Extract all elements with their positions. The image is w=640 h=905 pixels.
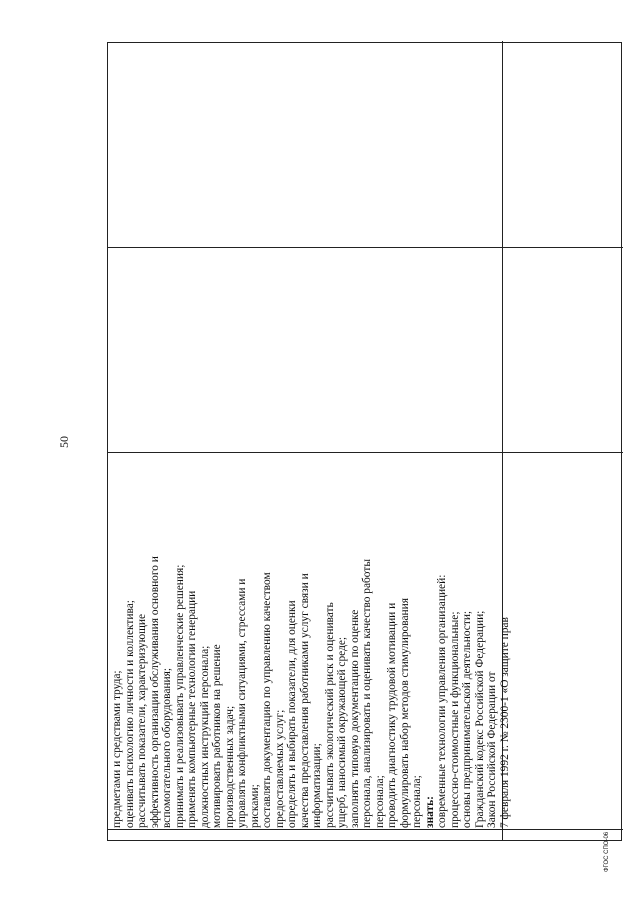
text-line: рассчитывать экологический риск и оценивать [323,602,336,828]
text-line: ущерб, наносимый окружающей среде; [336,636,348,828]
text-line: заполнять типовую документацию по оценке [348,609,361,828]
text-line: оценивать психологию личности и коллектива; [123,600,136,828]
text-line: процессно-стоимостные и функциональные; [448,611,461,828]
text-line: знать: [423,796,436,828]
text-line: формулировать набор методов стимулирования [398,598,411,828]
text-line: управлять конфликтными ситуациями, стрессами и [236,578,248,828]
text-line: составлять документацию по управлению качеством [261,572,273,828]
column-divider [108,247,502,248]
column-divider [503,829,623,830]
table-grid [107,42,622,841]
footer-code: ФГОС СПО-06 [604,831,610,872]
text-line: 7 февраля 1992 г. № 2300-1 «О защите прав [498,617,511,828]
text-line: информатизации; [311,743,323,828]
column-divider [503,452,623,453]
text-line: современные технологии управления организацией: [436,574,448,828]
page-number: 50 [57,436,71,448]
text-line: должностных инструкций персонала; [198,645,211,828]
text-line: персонала; [411,775,423,828]
text-line: проводить диагностику трудовой мотивации и [386,602,398,828]
text-line: предоставляемых услуг; [273,709,286,828]
text-line: применять компьютерные технологии генерации [186,590,198,828]
text-line: мотивировать работников на решение [211,644,223,828]
text-line: производственных задач; [223,705,236,828]
text-line: рисками; [248,784,261,828]
text-line: качества предоставления работниками услуг связи и [298,573,311,828]
text-line: определять и выбирать показатели, для оценки [286,600,298,828]
table-row [503,41,623,840]
text-line: принимать и реализовывать управленческие решения; [173,564,186,828]
table-row [108,41,511,840]
text-line: основы предпринимательской деятельности; [461,610,473,828]
text-line: эффективность организации обслуживания основного и [148,556,161,828]
text-line: Гражданский кодекс Российской Федерации; [473,610,486,828]
rotated-table-sheet [107,42,622,841]
text-line: рассчитывать показатели, характеризующие [136,613,148,828]
text-line: персонала, анализировать и оценивать качество работы [361,559,373,828]
column-divider [503,247,623,248]
text-line: Закон Российской Федерации от [486,671,498,828]
competency-text-cell [111,453,511,830]
text-line: предметами и средствами труда; [111,670,123,828]
text-line: персонала; [373,775,386,828]
text-line: вспомогательного оборудования; [161,668,173,828]
